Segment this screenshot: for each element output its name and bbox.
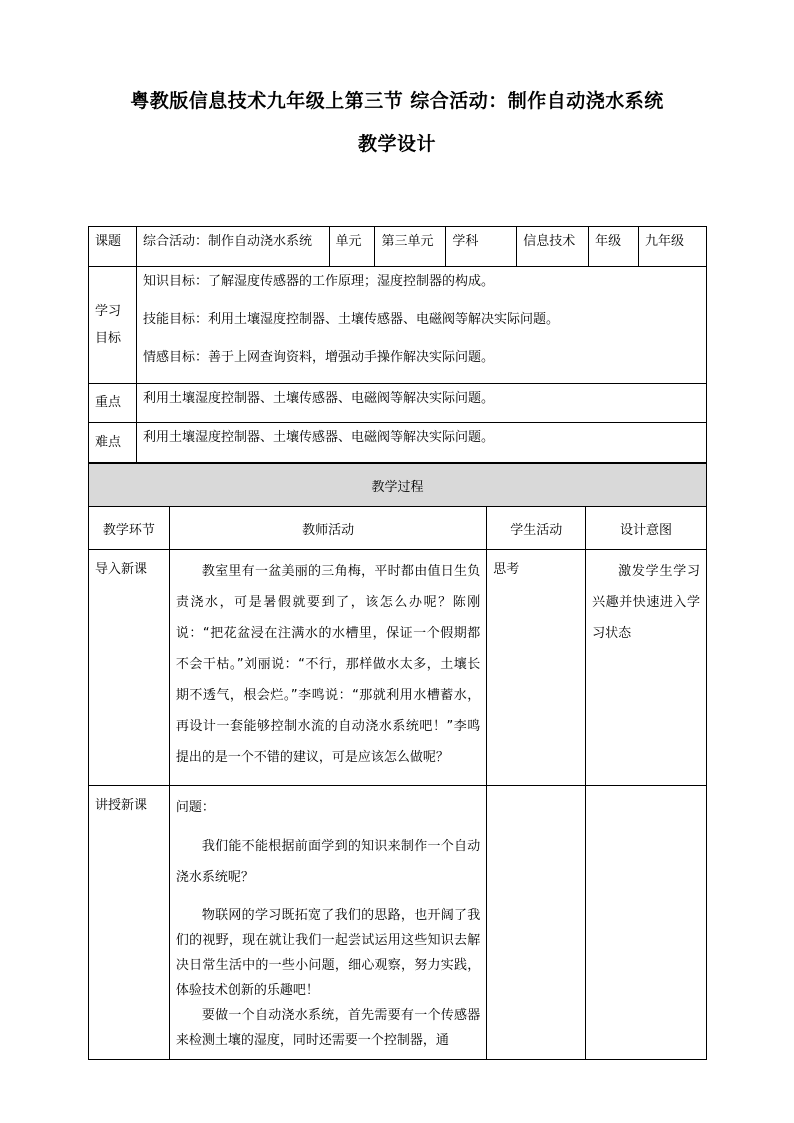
design-intent-new-lesson	[586, 786, 707, 1060]
header-student-activity: 学生活动	[487, 507, 586, 550]
goal-skill: 技能目标：利用土壤湿度控制器、土壤传感器、电磁阀等解决实际问题。	[142, 312, 559, 327]
goal-knowledge: 知识目标：了解湿度传感器的工作原理；湿度控制器的构成。	[142, 274, 494, 289]
goals-label-line-2: 目标	[95, 331, 122, 346]
subject-label: 学科	[446, 227, 517, 267]
header-design-intent: 设计意图	[586, 507, 707, 550]
header-stage: 教学环节	[89, 507, 170, 550]
teacher-paragraph-2: 要做一个自动浇水系统，首先需要有一个传感器来检测土壤的湿度，同时还需要一个控制器，通	[175, 1008, 481, 1048]
question-label: 问题：	[175, 800, 215, 815]
key-point-value: 利用土壤湿度控制器、土壤传感器、电磁阀等解决实际问题。	[136, 384, 706, 423]
table-row	[89, 550, 707, 786]
goals-label-line-1: 学习	[95, 304, 122, 319]
question-text: 我们能不能根据前面学到的知识来制作一个自动浇水系统呢？	[175, 839, 481, 885]
teacher-activity-intro	[169, 550, 486, 786]
lesson-info-table	[88, 226, 707, 463]
grade-value: 九年级	[639, 227, 707, 267]
subject-value: 信息技术	[517, 227, 589, 267]
goal-emotion: 情感目标：善于上网查询资料，增强动手操作解决实际问题。	[142, 350, 494, 365]
key-point-label: 重点	[89, 384, 137, 423]
teacher-activity-new-lesson	[169, 786, 486, 1060]
document-title: 粤教版信息技术九年级上第三节 综合活动：制作自动浇水系统	[130, 90, 664, 112]
unit-value: 第三单元	[375, 227, 446, 267]
difficulty-label: 难点	[89, 423, 137, 463]
table-row	[89, 786, 707, 1060]
stage-new-lesson: 讲授新课	[89, 786, 170, 1060]
goals-label	[89, 267, 137, 384]
student-activity-new-lesson	[487, 786, 586, 1060]
document-subtitle: 教学设计	[357, 133, 436, 155]
teacher-paragraph-1: 物联网的学习既拓宽了我们的思路，也开阔了我们的视野，现在就让我们一起尝试运用这些知识去解决日常生活中的一些小问题，细心观察，努力实践，体验技术创新的乐趣吧！	[175, 908, 481, 998]
teacher-intro-text: 教室里有一盆美丽的三角梅，平时都由值日生负责浇水，可是暑假就要到了，该怎么办呢？陈刚说：“把花盆浸在注满水的水槽里，保证一个假期都不会干枯。”刘丽说：“不行，那样做水太多，土壤长期不透气，根会烂。”李鸣说：“那就利用水槽蓄水，再设计一套能够控制水流的自动浇水系统吧！”李鸣提出的是一个不错的建议，可是应该怎么做呢？	[175, 564, 481, 765]
student-activity-intro: 思考	[487, 550, 586, 786]
unit-label: 单元	[329, 227, 375, 267]
teaching-process-table	[88, 463, 707, 1060]
difficulty-value: 利用土壤湿度控制器、土壤传感器、电磁阀等解决实际问题。	[136, 423, 706, 463]
grade-label: 年级	[589, 227, 639, 267]
header-teacher-activity: 教师活动	[169, 507, 486, 550]
goals-content	[136, 267, 706, 384]
design-intent-intro	[586, 550, 707, 786]
lesson-label: 课题	[89, 227, 137, 267]
lesson-value: 综合活动：制作自动浇水系统	[136, 227, 329, 267]
design-intent-intro-text: 激发学生学习兴趣并快速进入学习状态	[592, 564, 700, 641]
process-banner: 教学过程	[89, 464, 707, 507]
stage-intro: 导入新课	[89, 550, 170, 786]
